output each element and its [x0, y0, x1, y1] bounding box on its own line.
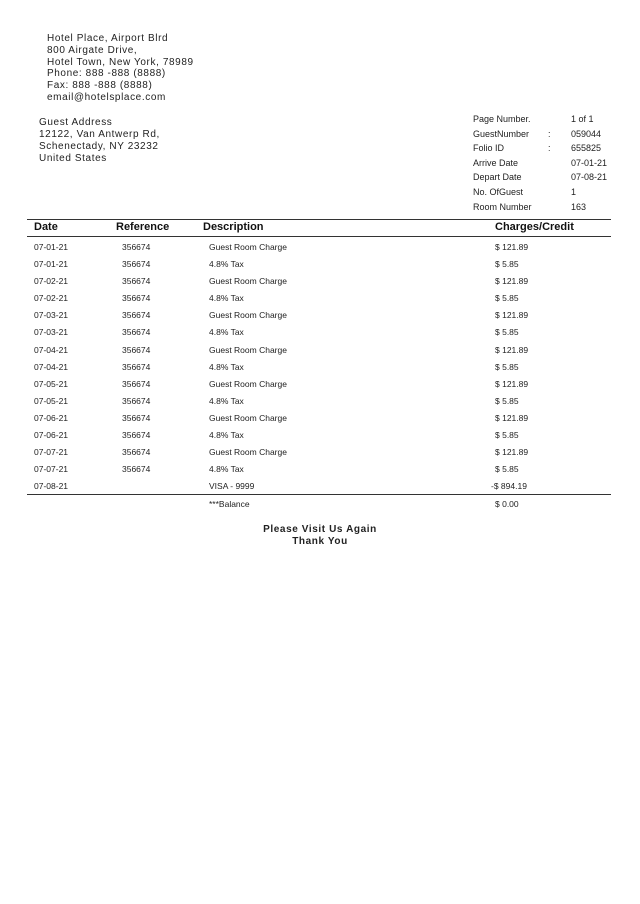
cell-description: 4.8% Tax: [209, 259, 244, 270]
cell-reference: 356674: [122, 259, 151, 270]
info-value: 07-08-21: [571, 172, 608, 183]
info-value: 163: [571, 201, 587, 212]
table-row: [0, 324, 640, 341]
cell-date: 07-04-21: [34, 344, 69, 355]
hotel-address-block: [47, 33, 194, 104]
cell-amount: $ 121.89: [495, 242, 529, 252]
table-row: [0, 427, 640, 444]
cell-reference: 356674: [122, 430, 151, 441]
cell-description: 4.8% Tax: [209, 361, 244, 372]
cell-reference: 356674: [122, 344, 151, 355]
cell-description: VISA - 9999: [209, 481, 255, 492]
info-label: No. OfGuest: [473, 186, 524, 197]
cell-amount: $ 5.85: [495, 259, 519, 270]
info-colon: :: [548, 128, 551, 139]
info-label: Folio ID: [473, 143, 505, 154]
hotel-phone: Phone: 888 -888 (8888): [47, 68, 166, 80]
cell-amount: $ 121.89: [495, 344, 529, 355]
cell-amount: $ 5.85: [495, 361, 519, 372]
hotel-email: email@hotelsplace.com: [47, 91, 166, 103]
info-value: 655825: [571, 143, 602, 154]
cell-reference: 356674: [122, 447, 151, 458]
table-top-rule: [27, 219, 611, 220]
cell-description: 4.8% Tax: [209, 464, 244, 475]
info-label: Depart Date: [473, 172, 522, 183]
info-label: Room Number: [473, 201, 532, 212]
cell-description: 4.8% Tax: [209, 395, 244, 406]
cell-description: Guest Room Charge: [209, 344, 287, 355]
cell-amount: $ 121.89: [495, 412, 529, 423]
cell-amount: $ 121.89: [495, 310, 529, 321]
cell-date: 07-01-21: [34, 242, 69, 252]
hotel-fax: Fax: 888 -888 (8888): [47, 80, 153, 92]
cell-reference: 356674: [122, 327, 151, 338]
cell-date: 07-05-21: [34, 378, 69, 389]
cell-amount: $ 5.85: [495, 430, 519, 441]
guest-address-block: [39, 117, 160, 165]
cell-reference: 356674: [122, 276, 151, 287]
info-value: 059044: [571, 128, 602, 139]
cell-date: 07-02-21: [34, 293, 69, 304]
info-label: GuestNumber: [473, 128, 530, 139]
cell-reference: 356674: [122, 395, 151, 406]
cell-reference: 356674: [122, 412, 151, 423]
cell-amount: $ 5.85: [495, 395, 519, 406]
guest-address-heading: Guest Address: [39, 117, 113, 128]
cell-date: 07-03-21: [34, 327, 69, 338]
table-row: [0, 256, 640, 273]
cell-amount: $ 5.85: [495, 464, 519, 475]
table-row: [0, 342, 640, 359]
cell-description: Guest Room Charge: [209, 412, 287, 423]
balance-row: [0, 499, 640, 511]
cell-amount: $ 121.89: [495, 378, 529, 389]
cell-date: 07-01-21: [34, 259, 69, 270]
closing-line-2: Thank You: [292, 535, 348, 547]
guest-country: United States: [39, 153, 107, 164]
table-header: [0, 221, 640, 235]
cell-date: 07-08-21: [34, 481, 69, 492]
cell-reference: 356674: [122, 242, 151, 252]
header-reference: Reference: [116, 221, 170, 233]
cell-date: 07-05-21: [34, 395, 69, 406]
balance-label: ***Balance: [209, 499, 250, 509]
cell-description: Guest Room Charge: [209, 447, 287, 458]
cell-date: 07-06-21: [34, 430, 69, 441]
cell-description: 4.8% Tax: [209, 430, 244, 441]
closing-message: [0, 524, 640, 547]
cell-description: Guest Room Charge: [209, 276, 287, 287]
table-row: [0, 376, 640, 393]
info-value: 1: [571, 186, 577, 197]
cell-reference: 356674: [122, 310, 151, 321]
cell-reference: 356674: [122, 464, 151, 475]
header-date: Date: [34, 221, 58, 233]
info-label: Page Number.: [473, 114, 531, 124]
cell-amount: $ 121.89: [495, 276, 529, 287]
table-header-rule: [27, 236, 611, 237]
hotel-name-line: Hotel Place, Airport Blrd: [47, 33, 169, 44]
cell-description: Guest Room Charge: [209, 310, 287, 321]
table-row: [0, 478, 640, 495]
hotel-street: 800 Airgate Drive,: [47, 44, 138, 56]
cell-amount: $ 5.85: [495, 293, 519, 304]
table-row: [0, 239, 640, 256]
cell-date: 07-03-21: [34, 310, 69, 321]
table-bottom-rule: [27, 494, 611, 495]
table-row: [0, 307, 640, 324]
cell-date: 07-04-21: [34, 361, 69, 372]
cell-date: 07-07-21: [34, 447, 69, 458]
transaction-list: [0, 239, 640, 495]
info-colon: :: [548, 143, 551, 154]
header-description: Description: [203, 221, 264, 233]
cell-description: Guest Room Charge: [209, 378, 287, 389]
cell-description: 4.8% Tax: [209, 293, 244, 304]
cell-description: 4.8% Tax: [209, 327, 244, 338]
info-value: 1 of 1: [571, 114, 594, 124]
table-row: [0, 461, 640, 478]
header-amount: Charges/Credit: [495, 221, 574, 233]
balance-amount: $ 0.00: [495, 499, 519, 509]
cell-amount: $ 121.89: [495, 447, 529, 458]
table-row: [0, 393, 640, 410]
cell-reference: 356674: [122, 293, 151, 304]
cell-amount: $ 5.85: [495, 327, 519, 338]
cell-reference: 356674: [122, 378, 151, 389]
table-row: [0, 359, 640, 376]
table-row: [0, 410, 640, 427]
table-row: [0, 444, 640, 461]
cell-date: 07-07-21: [34, 464, 69, 475]
cell-date: 07-06-21: [34, 412, 69, 423]
info-value: 07-01-21: [571, 157, 608, 168]
table-row: [0, 290, 640, 307]
cell-amount: -$ 894.19: [491, 481, 527, 492]
cell-date: 07-02-21: [34, 276, 69, 287]
guest-city-line: Schenectady, NY 23232: [39, 141, 159, 152]
table-row: [0, 273, 640, 290]
hotel-city-line: Hotel Town, New York, 78989: [47, 56, 194, 68]
info-label: Arrive Date: [473, 157, 519, 168]
cell-reference: 356674: [122, 361, 151, 372]
closing-line-1: Please Visit Us Again: [263, 524, 377, 535]
cell-description: Guest Room Charge: [209, 242, 287, 252]
guest-street: 12122, Van Antwerp Rd,: [39, 129, 160, 140]
